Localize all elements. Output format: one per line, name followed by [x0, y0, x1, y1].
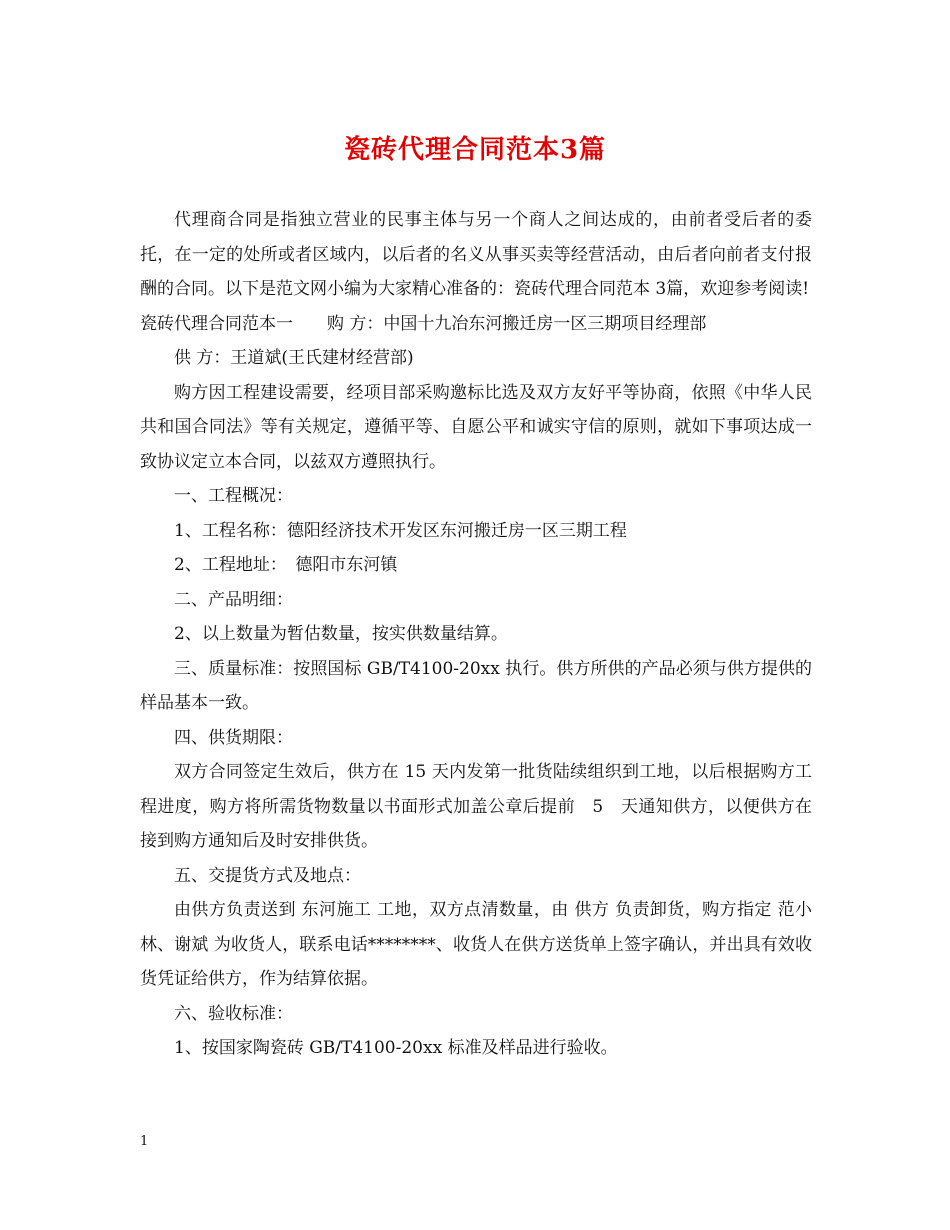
paragraph-quality-standard: 三、质量标准：按照国标 GB/T4100-20xx 执行。供方所供的产品必须与供方提供的样品基本一致。 [140, 658, 812, 713]
paragraph-quantity-note: 2、以上数量为暂估数量，按实供数量结算。 [174, 624, 508, 644]
section-heading-delivery-method: 五、交提货方式及地点： [174, 865, 361, 886]
paragraph-contract-heading-buyer: 瓷砖代理合同范本一 购 方：中国十九冶东河搬迁房一区三期项目经理部 [140, 313, 707, 334]
section-heading-acceptance: 六、验收标准： [174, 1003, 293, 1024]
paragraph-project-name: 1、工程名称：德阳经济技术开发区东河搬迁房一区三期工程 [174, 520, 627, 541]
section-heading-project-overview: 一、工程概况： [174, 486, 293, 506]
document-body [140, 203, 812, 1066]
paragraph-acceptance-standard: 1、按国家陶瓷砖 GB/T4100-20xx 标准及样品进行验收。 [174, 1038, 618, 1058]
paragraph-delivery-method: 由供方负责送到 东河施工 工地，双方点清数量，由 供方 负责卸货，购方指定 范小林、谢斌 为收货人，联系电话********、收货人在供方送货单上签字确认，并出具有效收货凭证给供方，作为结算依据。 [140, 900, 812, 989]
section-heading-product-details: 二、产品明细： [174, 589, 293, 610]
paragraph-purpose: 购方因工程建设需要，经项目部采购邀标比选及双方友好平等协商，依照《中华人民共和国合同法》等有关规定，遵循平等、自愿公平和诚实守信的原则，就如下事项达成一致协议定立本合同，以兹双方遵照执行。 [140, 382, 812, 472]
paragraph-project-address: 2、工程地址： 德阳市东河镇 [174, 555, 398, 575]
paragraph-supplier: 供 方：王道斌(王氏建材经营部) [174, 348, 414, 368]
paragraph-intro: 代理商合同是指独立营业的民事主体与另一个商人之间达成的，由前者受后者的委托，在一定的处所或者区域内，以后者的名义从事买卖等经营活动，由后者向前者支付报酬的合同。以下是范文网小编为大家精心准备的：瓷砖代理合同范本 3篇，欢迎参考阅读! [140, 210, 812, 299]
section-heading-delivery-period: 四、供货期限： [174, 727, 293, 748]
page-number: 1 [140, 1134, 149, 1149]
document-title: 瓷砖代理合同范本3篇 [343, 135, 607, 165]
paragraph-delivery-period: 双方合同签定生效后，供方在 15 天内发第一批货陆续组织到工地，以后根据购方工程进度，购方将所需货物数量以书面形式加盖公章后提前 5 天通知供方，以便供方在接到购方通知后及时安排供货。 [140, 762, 812, 851]
